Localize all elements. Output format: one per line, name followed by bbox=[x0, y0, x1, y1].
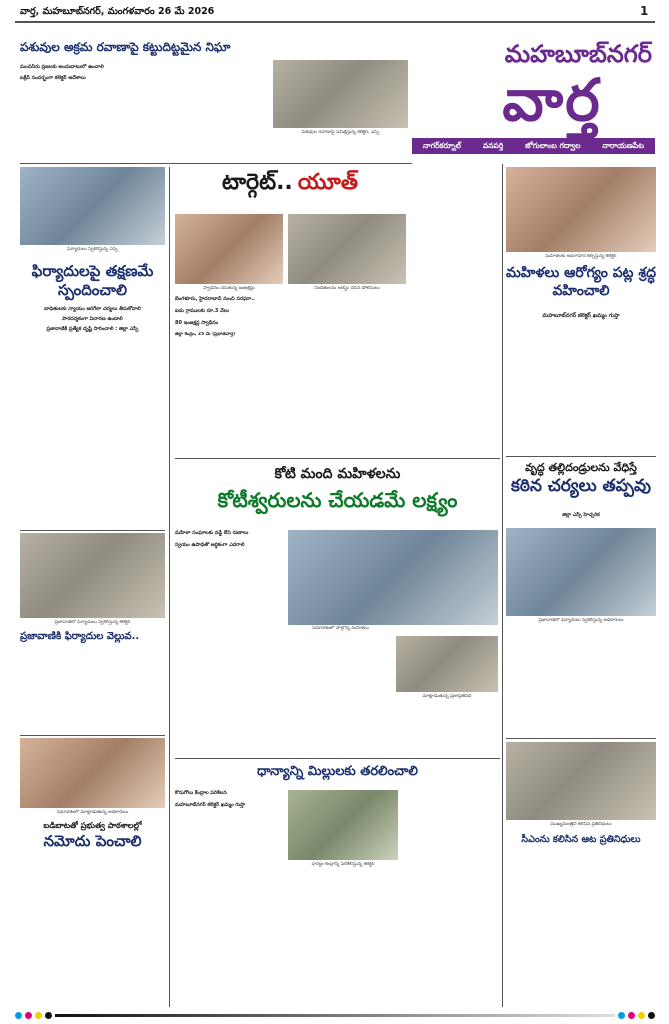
crore-photo-2 bbox=[396, 636, 498, 692]
women-body bbox=[506, 324, 656, 452]
divider-right-1 bbox=[506, 456, 656, 457]
elderly-headline: వృద్ధ తల్లిదండ్రులను వేధిస్తే కఠిన చర్యలు తప్పవు bbox=[511, 461, 651, 496]
district-1: నాగర్‌కర్నూల్ bbox=[422, 140, 461, 150]
divider-right-2 bbox=[506, 738, 656, 739]
target-body-1 bbox=[175, 342, 283, 454]
crore-headline: కోటీశ్వరులను చేయడమే లక్ష్యం bbox=[217, 488, 458, 512]
masthead bbox=[412, 40, 655, 160]
col-rule-1 bbox=[169, 167, 170, 1007]
divider-center-2 bbox=[175, 758, 500, 759]
complaints-sub2: పారదర్శకంగా విచారణ ఉండాలి bbox=[62, 316, 123, 322]
women-sub: మహబూబ్‌నగర్ కలెక్టర్ ఖమ్మం గుప్తా bbox=[542, 313, 620, 319]
target-body-2 bbox=[288, 296, 406, 454]
crore-caption-2: మాట్లాడుతున్న ప్రజాప్రతినిధి bbox=[422, 694, 472, 699]
grain-sub2: మహబూబ్‌నగర్ కలెక్టర్ ఖమ్మం గుప్తా bbox=[175, 802, 246, 808]
district-2: వనపర్తి bbox=[482, 140, 504, 150]
enrollment-photo bbox=[20, 738, 165, 808]
masthead-district-bar bbox=[412, 138, 655, 154]
cattle-body-2 bbox=[170, 64, 270, 159]
grievance-photo bbox=[20, 533, 165, 618]
women-caption: మహిళలకు అవగాహన కల్పిస్తున్న కలెక్టర్ bbox=[545, 254, 617, 259]
cm-body bbox=[506, 854, 656, 1004]
print-registration-bar bbox=[15, 1010, 655, 1020]
grievance-caption: ప్రజావాణిలో ఫిర్యాదులు స్వీకరిస్తున్న కలెక్టర్ bbox=[54, 620, 131, 625]
divider-1 bbox=[20, 163, 412, 164]
crore-banner: కోటి మంది మహిళలను bbox=[274, 466, 401, 482]
grain-sub1: కొనుగోలు కేంద్రాల పరిశీలన bbox=[175, 790, 227, 796]
grain-body-3 bbox=[402, 790, 500, 1004]
enrollment-headline: బడిబాటతో ప్రభుత్వ పాఠశాలల్లో నమోదు పెంచాలి bbox=[43, 821, 142, 850]
crore-sub2: స్వయం ఉపాధితో ఆర్థికంగా ఎదగాలి bbox=[175, 542, 245, 548]
crore-sub1: మహిళా సంఘాలకు వడ్డీ లేని రుణాలు bbox=[175, 530, 249, 536]
target-dateline: జిల్లా కేంద్రం, 25 మే (ప్రభాతవార్త) bbox=[175, 332, 236, 337]
elderly-sub: జిల్లా ఎస్పీ హెచ్చరిక bbox=[562, 512, 600, 518]
grain-caption: ధాన్యం కేంద్రాన్ని పరిశీలిస్తున్న కలెక్టర్ bbox=[311, 862, 375, 867]
crore-body-1 bbox=[175, 556, 283, 756]
district-4: నారాయణపేట bbox=[602, 140, 645, 150]
masthead-logo: వార్త bbox=[502, 66, 602, 134]
cattle-body-3 bbox=[273, 140, 408, 162]
masthead-region: మహబూబ్‌నగర్ bbox=[504, 40, 652, 68]
cm-headline: సీఎంను కలిసిన ఆట ప్రతినిధులు bbox=[521, 834, 641, 845]
target-photo-2 bbox=[288, 214, 406, 284]
cattle-body bbox=[20, 88, 165, 158]
crore-caption-1: సమావేశంలో పాల్గొన్న మహిళలు bbox=[312, 626, 369, 631]
crore-body-3 bbox=[396, 704, 498, 756]
grain-body-2 bbox=[288, 872, 398, 1004]
cm-caption: ముఖ్యమంత్రిని కలిసిన ప్రతినిధులు bbox=[550, 822, 612, 827]
page-number: 1 bbox=[640, 4, 649, 18]
complaints-photo bbox=[20, 167, 165, 245]
crore-photo-1 bbox=[288, 530, 498, 625]
complaints-caption: ఫిర్యాదులు స్వీకరిస్తున్న ఎస్పీ bbox=[67, 247, 118, 252]
elderly-caption: ప్రజావాణిలో ఫిర్యాదులు స్వీకరిస్తున్న అధికారులు bbox=[538, 618, 624, 623]
target-sub3: 80 ఇంజక్షన్ల స్వాధీనం bbox=[175, 320, 219, 326]
target-sub2: ఐదు గ్రాములకు రూ.3 వేలు bbox=[175, 308, 229, 314]
header-rule bbox=[15, 21, 655, 23]
cattle-caption: పశువుల రవాణాపై సమీక్షిస్తున్న కలెక్టర్, ఎస్పీ bbox=[301, 130, 380, 135]
cattle-photo bbox=[273, 60, 408, 128]
women-photo bbox=[506, 167, 656, 252]
cm-photo bbox=[506, 742, 656, 820]
cattle-sub2: బక్రీద్ సందర్భంగా కలెక్టర్ ఆదేశాలు bbox=[20, 75, 86, 81]
cattle-sub1: మంచినీరు ప్రజలకు అందుబాటులో ఉంచాలి bbox=[20, 64, 104, 70]
target-headline: టార్గెట్.. యూత్ bbox=[222, 170, 358, 195]
complaints-headline: ఫిర్యాదులపై తక్షణమే స్పందించాలి bbox=[31, 262, 154, 299]
elderly-body bbox=[506, 628, 656, 736]
target-photo-1 bbox=[175, 214, 283, 284]
enrollment-body bbox=[20, 864, 165, 1004]
divider-left-1 bbox=[20, 530, 165, 531]
grievance-body bbox=[20, 648, 165, 733]
women-headline: మహిళలు ఆరోగ్యం పట్ల శ్రద్ధ వహించాలి bbox=[506, 265, 656, 299]
complaints-sub1: బాధితులకు న్యాయం జరిగేలా చర్యలు తీసుకోవాలి bbox=[44, 306, 141, 312]
grievance-headline: ప్రజావాణికి ఫిర్యాదుల వెల్లువ.. bbox=[20, 631, 140, 642]
elderly-photo bbox=[506, 528, 656, 616]
divider-center-1 bbox=[175, 458, 500, 459]
grain-photo bbox=[288, 790, 398, 860]
complaints-body bbox=[20, 336, 165, 526]
complaints-sub3: ప్రజావాణికి ప్రత్యేక దృష్టి సారించాలి : జిల్లా ఎస్పీ bbox=[46, 326, 139, 332]
target-sub1: బెంగళూరు, హైదరాబాద్ నుంచి సరఫరా.. bbox=[175, 296, 255, 302]
target-caption-2: నిందితులను అరెస్టు చేసిన పోలీసులు bbox=[314, 286, 380, 291]
dateline: వార్త, మహబూబ్‌నగర్, మంగళవారం 26 మే 2026 bbox=[20, 6, 215, 17]
cattle-headline: పశువుల అక్రమ రవాణాపై కట్టుదిట్టమైన నిఘా bbox=[20, 40, 231, 54]
enrollment-caption: సమావేశంలో మాట్లాడుతున్న అధికారులు bbox=[56, 810, 129, 815]
grain-body-1 bbox=[175, 816, 283, 1004]
target-caption-1: స్వాధీనం చేసుకున్న ఇంజక్షన్లు bbox=[203, 286, 255, 291]
district-3: జోగులాంబ గద్వాల bbox=[525, 140, 581, 150]
divider-left-2 bbox=[20, 735, 165, 736]
crore-body-2 bbox=[288, 636, 392, 756]
grain-headline: ధాన్యాన్ని మిల్లులకు తరలించాలి bbox=[257, 764, 418, 779]
target-body-3 bbox=[412, 164, 500, 454]
col-rule-2 bbox=[502, 164, 503, 1007]
